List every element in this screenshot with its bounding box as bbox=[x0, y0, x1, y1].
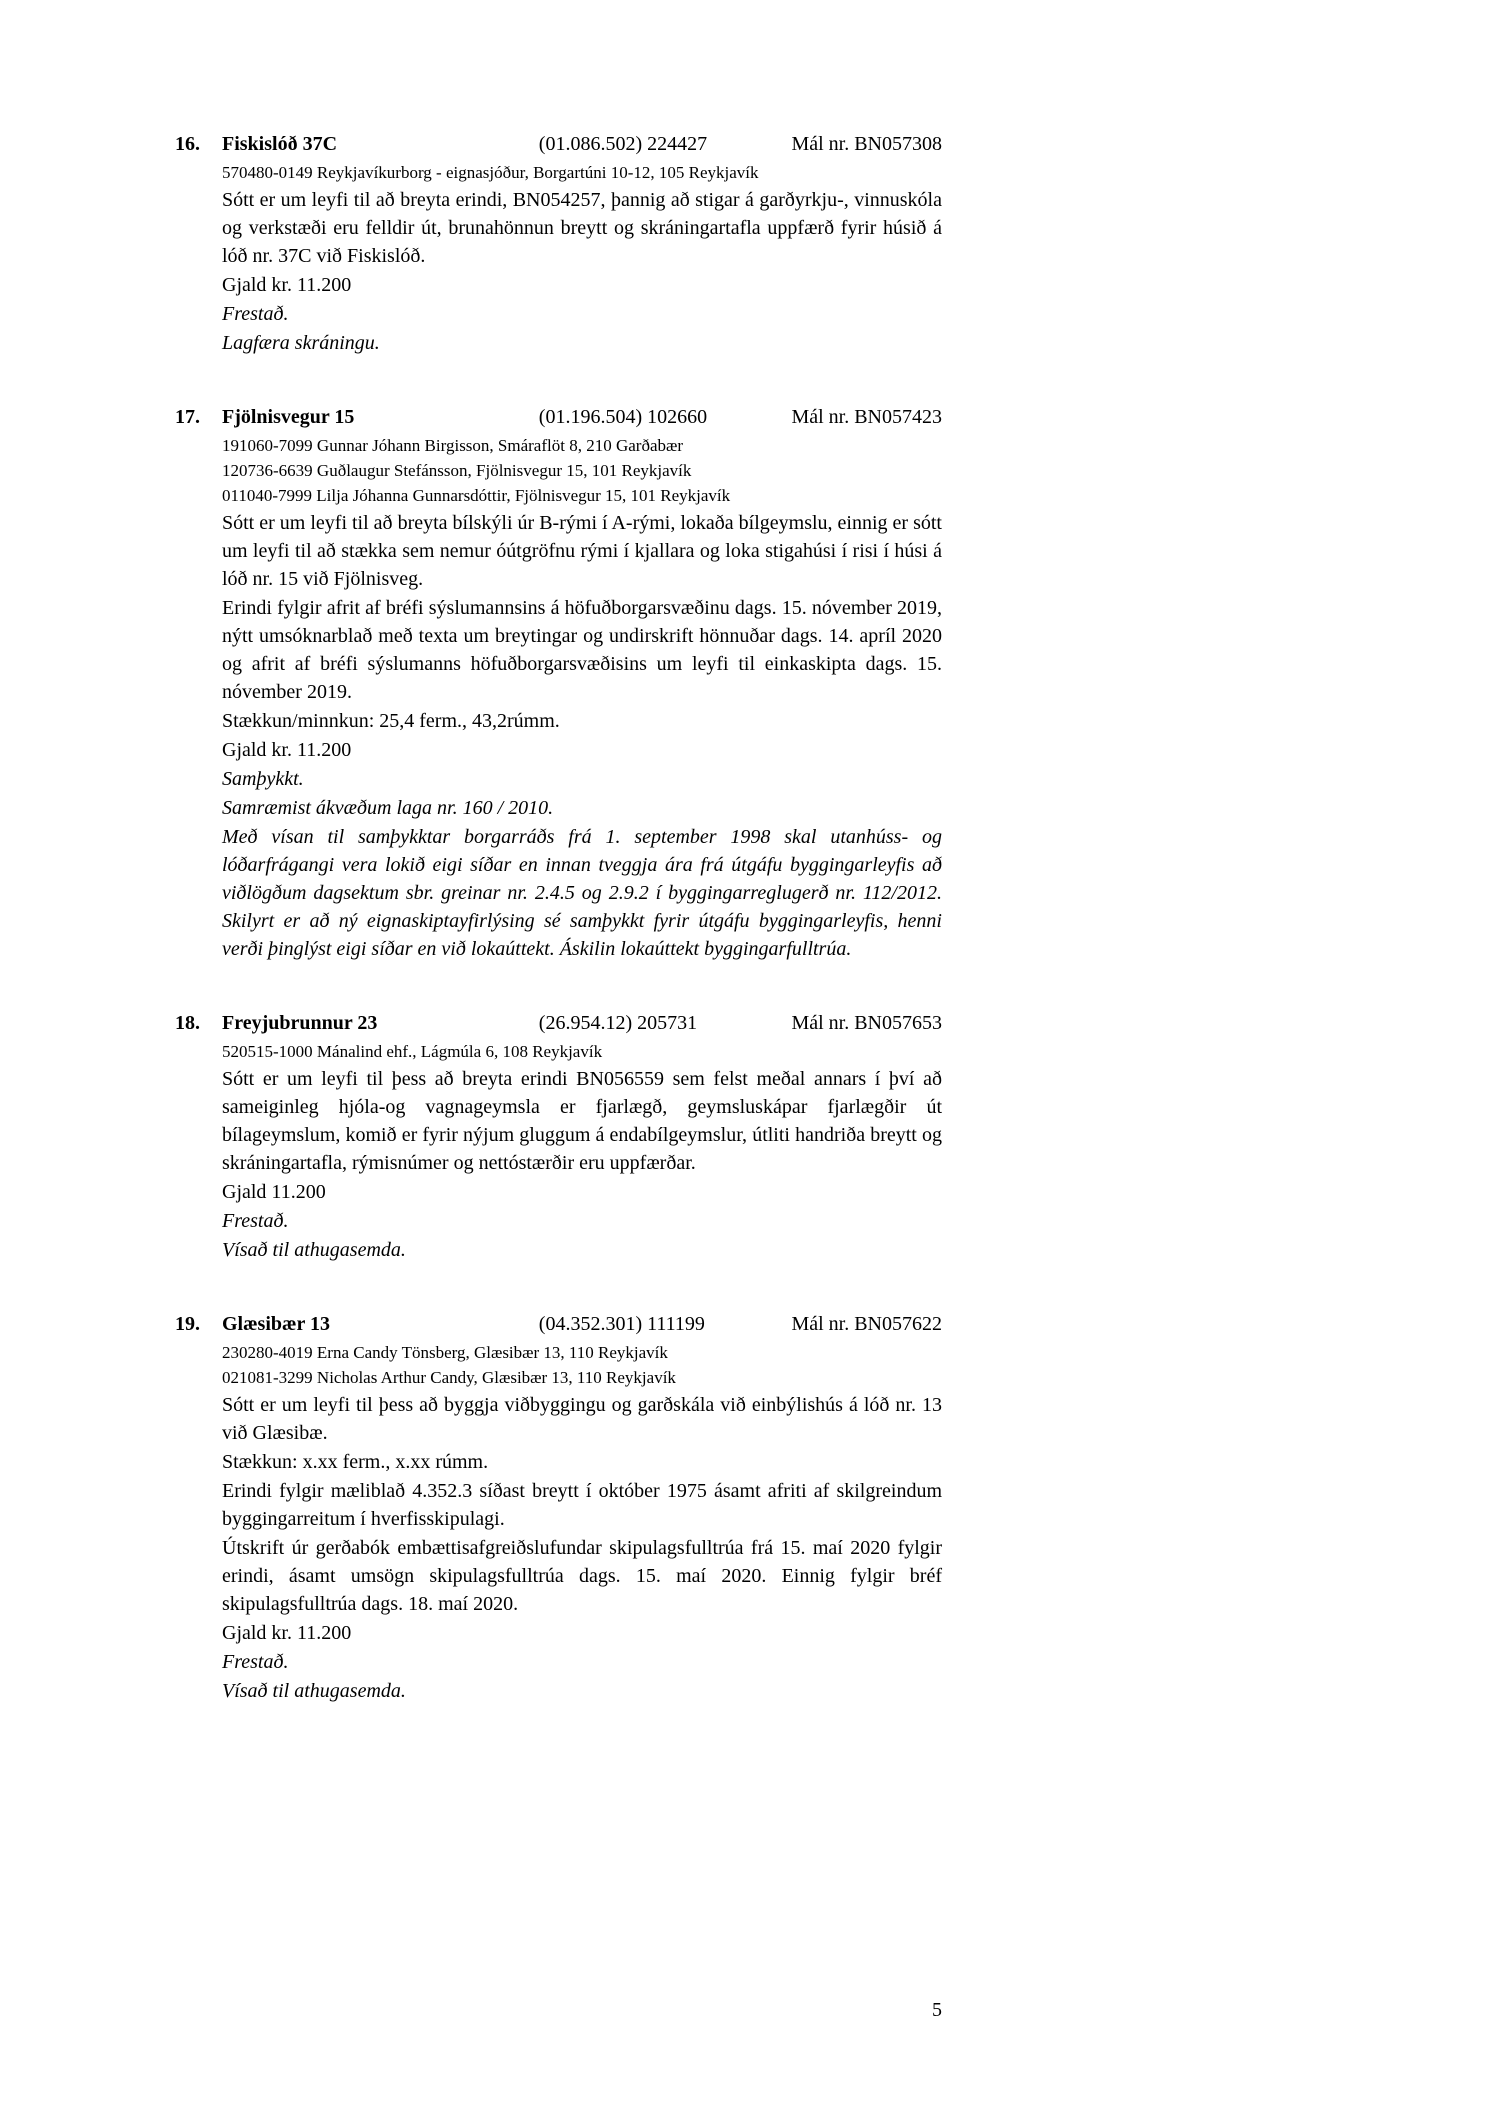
body-paragraph: Sótt er um leyfi til þess að byggja viðbyggingu og garðskála við einbýlishús á lóð nr. 13 við Glæsibæ. bbox=[222, 1394, 942, 1444]
body-paragraph: Sótt er um leyfi til þess að breyta erindi BN056559 sem felst meðal annars í því að sameiginleg hjóla-og vagnageymsla er fjarlægð, geymsluskápar fjarlægðir út bílageymslum, komið er fyrir nýjum gluggum á endabílgeymslur, útliti handriða breytt og skráningartafla, rýmisnúmer og nettóstærðir eru uppfærðar. bbox=[222, 1068, 942, 1174]
item-header bbox=[222, 1310, 942, 1338]
item-content bbox=[222, 1009, 942, 1264]
registrant-line: 520515-1000 Mánalind ehf., Lágmúla 6, 108 Reykjavík bbox=[222, 1042, 603, 1061]
fee-line: Gjald kr. 11.200 bbox=[222, 274, 352, 296]
size-change-line: Stækkun: x.xx ferm., x.xx rúmm. bbox=[222, 1451, 489, 1473]
item-title: Glæsibær 13 bbox=[222, 1313, 330, 1335]
registrant-line: 191060-7099 Gunnar Jóhann Birgisson, Smáraflöt 8, 210 Garðabær bbox=[222, 436, 683, 455]
body-paragraph: Sótt er um leyfi til að breyta erindi, BN054257, þannig að stigar á garðyrkju-, vinnuskóla og verkstæði eru felldir út, brunahönnun breytt og skráningartafla uppfærð fyrir húsið á lóð nr. 37C við Fiskislóð. bbox=[222, 189, 942, 267]
agenda-item-16 bbox=[175, 130, 942, 357]
body-paragraph: Útskrift úr gerðabók embættisafgreiðslufundar skipulagsfulltrúa frá 15. maí 2020 fylgir erindi, ásamt umsögn skipulagsfulltrúa dags. 15. maí 2020. Einnig fylgir bréf skipulagsfulltrúa dags. 18. maí 2020. bbox=[222, 1537, 942, 1615]
decision-line: Frestað. bbox=[222, 1651, 289, 1673]
item-title: Freyjubrunnur 23 bbox=[222, 1012, 378, 1034]
registrant-line: 021081-3299 Nicholas Arthur Candy, Glæsibær 13, 110 Reykjavík bbox=[222, 1368, 676, 1387]
agenda-item-17 bbox=[175, 403, 942, 963]
decision-line: Samþykkt. bbox=[222, 768, 304, 790]
item-content bbox=[222, 403, 942, 963]
item-reference: (01.196.504) 102660 bbox=[538, 406, 708, 428]
decision-note: Vísað til athugasemda. bbox=[222, 1239, 406, 1261]
fee-line: Gjald kr. 11.200 bbox=[222, 1622, 352, 1644]
decision-line: Frestað. bbox=[222, 1210, 289, 1232]
item-header bbox=[222, 130, 942, 158]
fee-line: Gjald 11.200 bbox=[222, 1181, 326, 1203]
body-paragraph: Erindi fylgir afrit af bréfi sýslumannsins á höfuðborgarsvæðinu dags. 15. nóvember 2019, nýtt umsóknarblað með texta um breytingar og undirskrift hönnuðar dags. 14. apríl 2020 og afrit af bréfi sýslumanns höfuðborgarsvæðisins um leyfi til einkaskipta dags. 15. nóvember 2019. bbox=[222, 597, 942, 703]
decision-note: Lagfæra skráningu. bbox=[222, 332, 380, 354]
item-title: Fiskislóð 37C bbox=[222, 133, 338, 155]
item-case-number: Mál nr. BN057308 bbox=[791, 133, 942, 155]
registrant-line: 011040-7999 Lilja Jóhanna Gunnarsdóttir, Fjölnisvegur 15, 101 Reykjavík bbox=[222, 486, 731, 505]
item-number: 19. bbox=[175, 1313, 200, 1335]
item-title: Fjölnisvegur 15 bbox=[222, 406, 355, 428]
registrant-line: 230280-4019 Erna Candy Tönsberg, Glæsibær 13, 110 Reykjavík bbox=[222, 1343, 668, 1362]
fee-line: Gjald kr. 11.200 bbox=[222, 739, 352, 761]
item-reference: (26.954.12) 205731 bbox=[538, 1012, 698, 1034]
item-number: 17. bbox=[175, 406, 200, 428]
registrant-line: 120736-6639 Guðlaugur Stefánsson, Fjölnisvegur 15, 101 Reykjavík bbox=[222, 461, 692, 480]
agenda-item-19 bbox=[175, 1310, 942, 1705]
decision-note: Samræmist ákvæðum laga nr. 160 / 2010. bbox=[222, 797, 554, 819]
page-number: 5 bbox=[932, 1999, 942, 2021]
item-number: 16. bbox=[175, 133, 200, 155]
item-content bbox=[222, 1310, 942, 1705]
item-case-number: Mál nr. BN057653 bbox=[791, 1012, 942, 1034]
body-paragraph: Sótt er um leyfi til að breyta bílskýli úr B-rými í A-rými, lokaða bílgeymslu, einnig er sótt um leyfi til að stækka sem nemur óútgröfnu rými í kjallara og loka stigahúsi í risi í húsi á lóð nr. 15 við Fjölnisveg. bbox=[222, 512, 942, 590]
item-header bbox=[222, 403, 942, 431]
item-reference: (01.086.502) 224427 bbox=[538, 133, 708, 155]
decision-note: Vísað til athugasemda. bbox=[222, 1680, 406, 1702]
conditions-paragraph: Með vísan til samþykktar borgarráðs frá 1. september 1998 skal utanhúss- og lóðarfrágangi vera lokið eigi síðar en innan tveggja ára frá útgáfu byggingarleyfis að viðlögðum dagsektum sbr. greinar nr. 2.4.5 og 2.9.2 í byggingarreglugerð nr. 112/2012. Skilyrt er að ný eignaskiptayfirlýsing sé samþykkt fyrir útgáfu byggingarleyfis, henni verði þinglýst eigi síðar en við lokaúttekt. Áskilin lokaúttekt byggingarfulltrúa. bbox=[222, 826, 942, 960]
item-case-number: Mál nr. BN057622 bbox=[791, 1313, 942, 1335]
item-case-number: Mál nr. BN057423 bbox=[791, 406, 942, 428]
body-paragraph: Erindi fylgir mæliblað 4.352.3 síðast breytt í október 1975 ásamt afriti af skilgreindum byggingarreitum í hverfisskipulagi. bbox=[222, 1480, 942, 1530]
agenda-item-18 bbox=[175, 1009, 942, 1264]
item-content bbox=[222, 130, 942, 357]
item-number: 18. bbox=[175, 1012, 200, 1034]
item-header bbox=[222, 1009, 942, 1037]
size-change-line: Stækkun/minnkun: 25,4 ferm., 43,2rúmm. bbox=[222, 710, 560, 732]
item-reference: (04.352.301) 111199 bbox=[538, 1313, 705, 1335]
decision-line: Frestað. bbox=[222, 303, 289, 325]
registrant-line: 570480-0149 Reykjavíkurborg - eignasjóður, Borgartúni 10-12, 105 Reykjavík bbox=[222, 163, 759, 182]
